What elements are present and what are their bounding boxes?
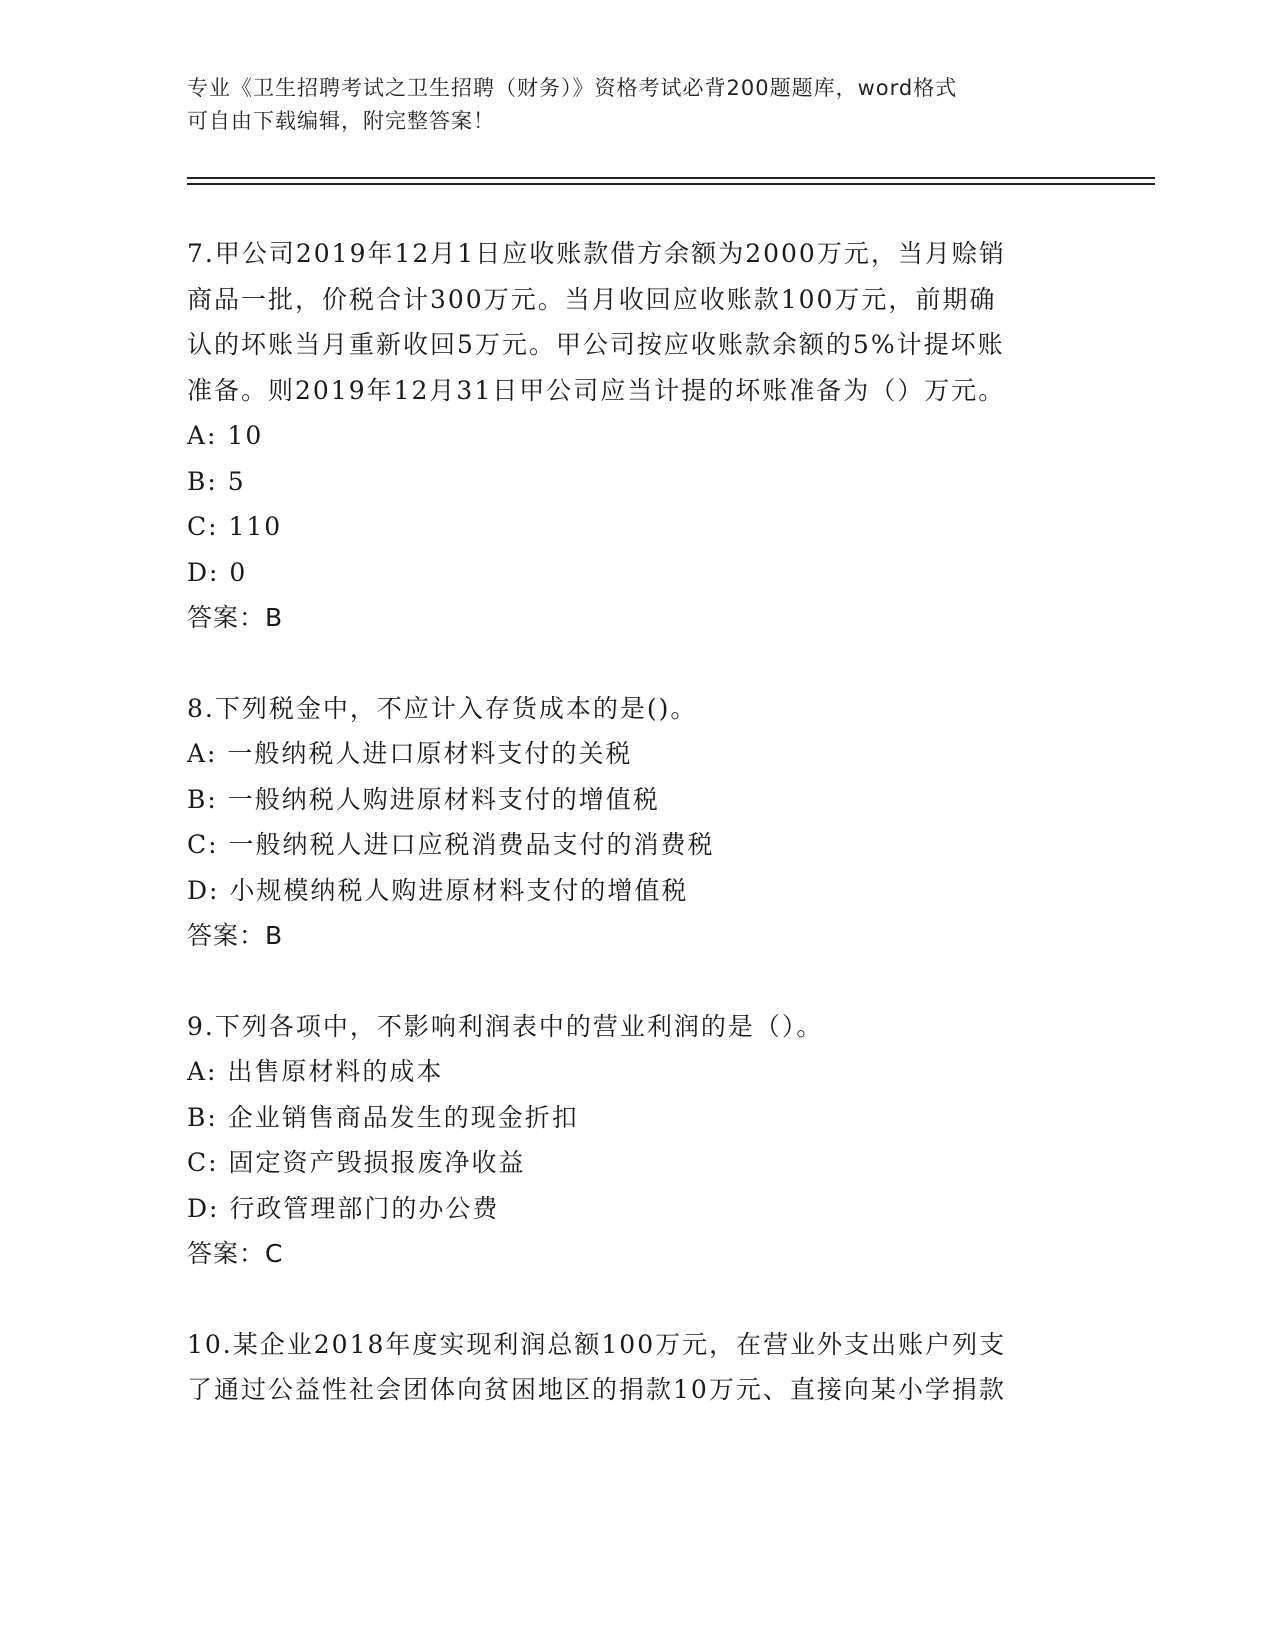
option-b: B: 5: [187, 466, 246, 496]
option-a: A: 一般纳税人进口原材料支付的关税: [187, 739, 633, 768]
header-divider-top: [187, 177, 1155, 179]
question-spacer: [187, 1277, 1087, 1322]
option-d: D: 小规模纳税人购进原材料支付的增值税: [187, 875, 689, 905]
option-d: D: 行政管理部门的办公费: [187, 1193, 500, 1223]
answer-line: 答案：B: [187, 603, 284, 632]
question-spacer: [187, 641, 1087, 686]
answer-line: 答案：B: [187, 921, 284, 950]
question-stem-line: 了通过公益性社会团体向贫困地区的捐款10万元、直接向某小学捐款: [187, 1375, 1006, 1404]
question-block: [187, 686, 1087, 959]
option-a: A: 出售原材料的成本: [187, 1057, 444, 1086]
question-stem-line: 8.下列税金中，不应计入存货成本的是()。: [187, 693, 698, 723]
question-block: [187, 231, 1087, 641]
question-list: [187, 231, 1087, 1413]
question-stem-line: 7.甲公司2019年12月1日应收账款借方余额为2000万元，当月赊销: [187, 239, 1006, 268]
option-b: B: 一般纳税人购进原材料支付的增值税: [187, 784, 660, 814]
question-stem-line: 商品一批，价税合计300万元。当月收回应收账款100万元，前期确: [187, 284, 997, 314]
header-title-line-1: 专业《卫生招聘考试之卫生招聘（财务）》资格考试必背200题题库，word格式: [187, 76, 958, 100]
option-c: C: 固定资产毁损报废净收益: [187, 1148, 526, 1177]
option-a: A: 10: [187, 421, 264, 450]
question-block: [187, 1004, 1087, 1277]
option-c: C: 一般纳税人进口应税消费品支付的消费税: [187, 830, 715, 859]
header-title-line-2: 可自由下载编辑，附完整答案！: [187, 109, 495, 133]
option-c: C: 110: [187, 512, 283, 541]
question-stem-line: 10.某企业2018年度实现利润总额100万元，在营业外支出账户列支: [187, 1329, 1007, 1359]
question-block: [187, 1322, 1087, 1413]
question-spacer: [187, 959, 1087, 1004]
option-b: B: 企业销售商品发生的现金折扣: [187, 1102, 579, 1132]
answer-line: 答案：C: [187, 1239, 284, 1268]
question-stem-line: 9.下列各项中，不影响利润表中的营业利润的是（）。: [187, 1011, 824, 1041]
option-d: D: 0: [187, 557, 248, 587]
question-stem-line: 认的坏账当月重新收回5万元。甲公司按应收账款余额的5%计提坏账: [187, 330, 1005, 359]
question-stem-line: 准备。则2019年12月31日甲公司应当计提的坏账准备为（）万元。: [187, 375, 1006, 405]
header-divider-bottom: [187, 183, 1155, 185]
document-header: [187, 72, 1067, 138]
